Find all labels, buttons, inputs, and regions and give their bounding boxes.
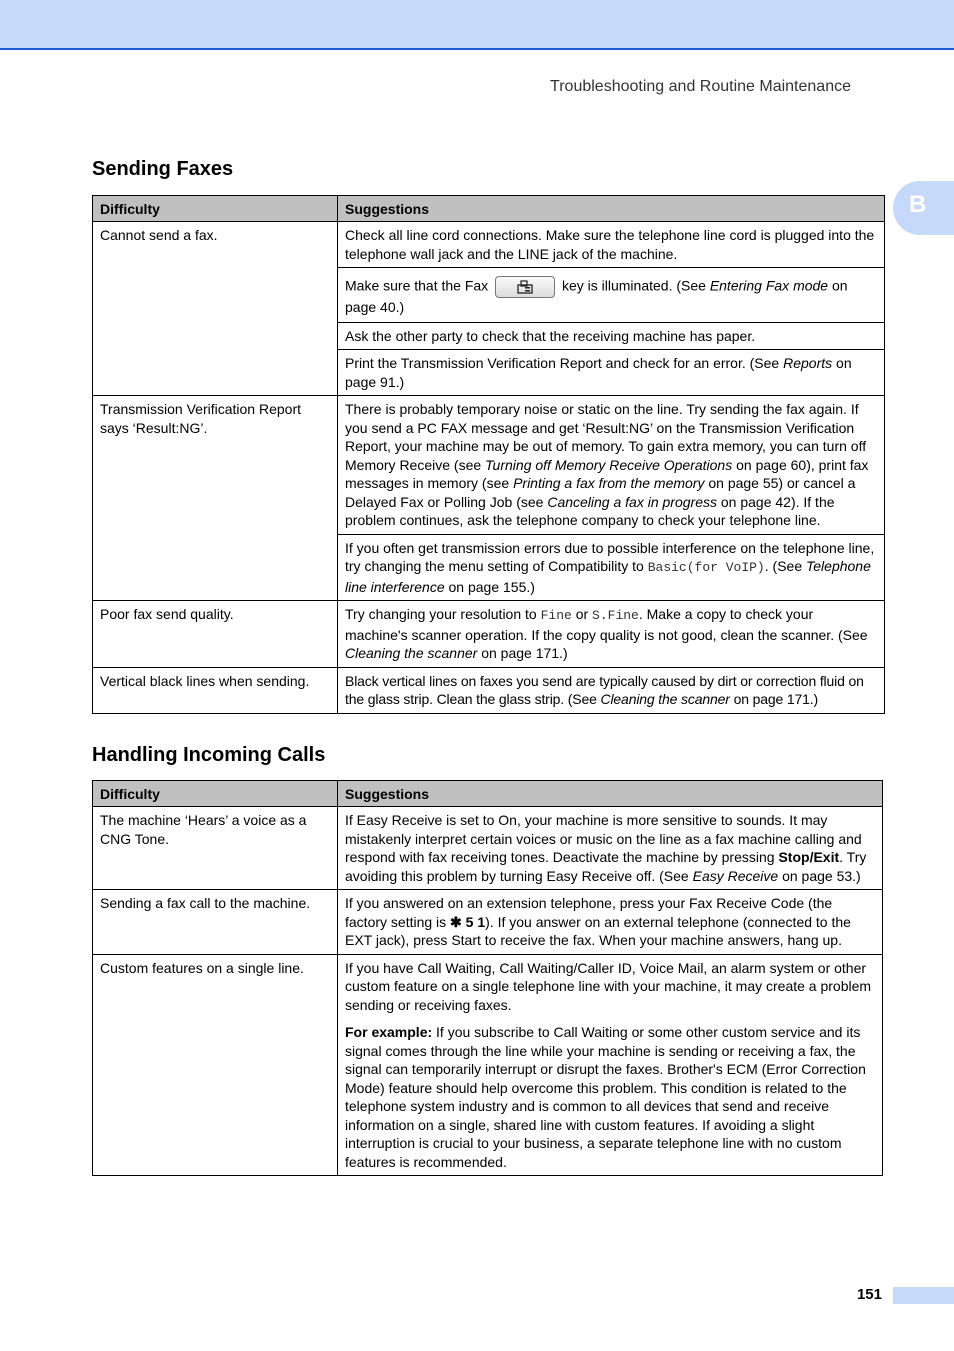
suggestion-cell	[338, 534, 885, 601]
table-header-row	[93, 781, 883, 807]
menu-value: Basic(for VoIP)	[647, 560, 765, 575]
chapter-tab	[893, 181, 954, 235]
section-title-incoming-calls: Handling Incoming Calls	[92, 744, 326, 766]
text: on page 42). If the problem continues, ask the telephone company to check your telephone line.	[345, 493, 835, 528]
text: If you subscribe to Call Waiting or some other custom service and its signal comes through the line while your machine is sending or receiving a fax, the signal can temporarily interrupt or disrupt the faxes. Brother's ECM (Error Correction Mode) feature should help overcome this problem. This condition is related to the telephone system industry and is common to all devices that send and receive information on a single, shared line with custom features. If avoiding a slight interruption is crucial to your business, a separate telephone line with no custom features is recommended.	[345, 1024, 866, 1170]
table-row	[93, 954, 883, 1176]
difficulty-cell: Cannot send a fax.	[93, 222, 338, 396]
suggestion-cell: Check all line cord connections. Make sure the telephone line cord is plugged into the telephone wall jack and the LINE jack of the machine.	[338, 222, 885, 268]
menu-value: Fine	[540, 608, 572, 623]
col-suggestions: Suggestions	[338, 196, 885, 222]
text: Black vertical lines on faxes you send are typically caused by dirt or correction fluid on the glass strip. Clean the glass strip. (See	[345, 672, 864, 707]
suggestion-cell	[338, 268, 885, 323]
text: Print the Transmission Verification Report and check for an error. (See	[345, 355, 780, 371]
paragraph: If you have Call Waiting, Call Waiting/Caller ID, Voice Mail, an alarm system or other custom feature on a single telephone line with your machine, it may create a problem sending or receiving faxes.	[345, 959, 872, 1013]
page-bar	[893, 1287, 954, 1304]
running-head: Troubleshooting and Routine Maintenance	[550, 78, 851, 95]
text: Try changing your resolution to	[345, 606, 537, 622]
difficulty-cell: The machine ‘Hears’ a voice as a CNG Tone.	[93, 807, 338, 890]
xref: Easy Receive	[692, 867, 779, 884]
text: on page 171.)	[733, 691, 819, 707]
suggestion-cell	[338, 601, 885, 668]
key-code: ✱ 5 1	[450, 913, 486, 930]
paragraph	[345, 1023, 875, 1171]
text: on page 53.)	[782, 867, 861, 884]
table-row	[93, 222, 885, 268]
table-row	[93, 667, 885, 713]
text: . Try avoiding this problem by turning Easy Receive off. (See	[345, 849, 867, 884]
suggestion-cell	[338, 890, 883, 955]
difficulty-cell: Transmission Verification Report says ‘Result:NG’.	[93, 396, 338, 601]
chapter-tab-letter: B	[909, 191, 927, 218]
text: There is probably temporary noise or static on the line. Try sending the fax again. If you send a PC FAX message and get ‘Result:NG’ on the Transmission Verification Report, your machine may be out of memory. To gain extra memory, you can turn off Memory Receive (see	[345, 401, 867, 473]
text: . Make a copy to check your machine's scanner operation. If the copy quality is not good, clean the scanner. (See	[345, 606, 868, 643]
xref: Entering Fax mode	[709, 277, 829, 294]
sending-faxes-table	[92, 195, 885, 714]
suggestion-cell: Ask the other party to check that the receiving machine has paper.	[338, 322, 885, 350]
table-row	[93, 396, 885, 535]
fax-key-icon	[495, 276, 555, 298]
difficulty-cell: Vertical black lines when sending.	[93, 667, 338, 713]
difficulty-cell: Sending a fax call to the machine.	[93, 890, 338, 955]
text: If you often get transmission errors due to possible interference on the telephone line, try changing the menu setting of Compatibility to	[345, 539, 875, 574]
suggestion-cell	[338, 954, 883, 1176]
page-number: 151	[856, 1286, 882, 1303]
difficulty-cell: Custom features on a single line.	[93, 954, 338, 1176]
table-row	[93, 601, 885, 668]
col-difficulty: Difficulty	[93, 781, 338, 807]
lead-in: For example:	[345, 1024, 433, 1040]
col-difficulty: Difficulty	[93, 196, 338, 222]
difficulty-cell: Poor fax send quality.	[93, 601, 338, 668]
top-banner	[0, 0, 954, 50]
incoming-calls-table	[92, 780, 883, 1176]
text: on page 171.)	[481, 645, 568, 661]
suggestion-cell	[338, 667, 885, 713]
text: on page 60), print fax messages in memory (see	[345, 456, 869, 491]
text: on page 155.)	[448, 578, 535, 595]
xref: Reports	[783, 355, 833, 371]
suggestion-cell	[338, 350, 885, 396]
menu-value: S.Fine	[592, 608, 639, 623]
section-title-sending-faxes: Sending Faxes	[92, 158, 234, 180]
text: or	[575, 606, 589, 622]
xref: Cleaning the scanner	[600, 691, 730, 707]
col-suggestions: Suggestions	[338, 781, 883, 807]
xref: Cleaning the scanner	[345, 645, 478, 661]
table-header-row	[93, 196, 885, 222]
xref: Canceling a fax in progress	[547, 493, 717, 510]
key-name: Stop/Exit	[778, 849, 840, 865]
xref: Telephone line interference	[345, 558, 871, 595]
text: Make sure that the Fax	[345, 277, 489, 294]
table-row	[93, 807, 883, 890]
text: on page 55) or cancel a Delayed Fax or Polling Job (see	[345, 475, 856, 510]
suggestion-cell	[338, 807, 883, 890]
text: key is illuminated. (See	[561, 277, 706, 294]
text: If you answered on an extension telephone, press your Fax Receive Code (the factory setting is	[345, 895, 833, 930]
text: . (See	[764, 558, 803, 574]
text: If Easy Receive is set to On, your machine is more sensitive to sounds. It may mistakenly interpret certain voices or music on the line as a fax machine calling and respond with fax receiving tones. Deactivate the machine by pressing	[345, 812, 862, 865]
xref: Turning off Memory Receive Operations	[485, 456, 733, 473]
text: on page 40.)	[345, 277, 848, 315]
text: ). If you answer on an external telephone (connected to the EXT jack), press Start to receive the fax. When your machine answers, hang up.	[345, 913, 851, 948]
suggestion-cell	[338, 396, 885, 535]
table-row	[93, 890, 883, 955]
text: on page 91.)	[345, 355, 852, 390]
xref: Printing a fax from the memory	[513, 475, 705, 491]
